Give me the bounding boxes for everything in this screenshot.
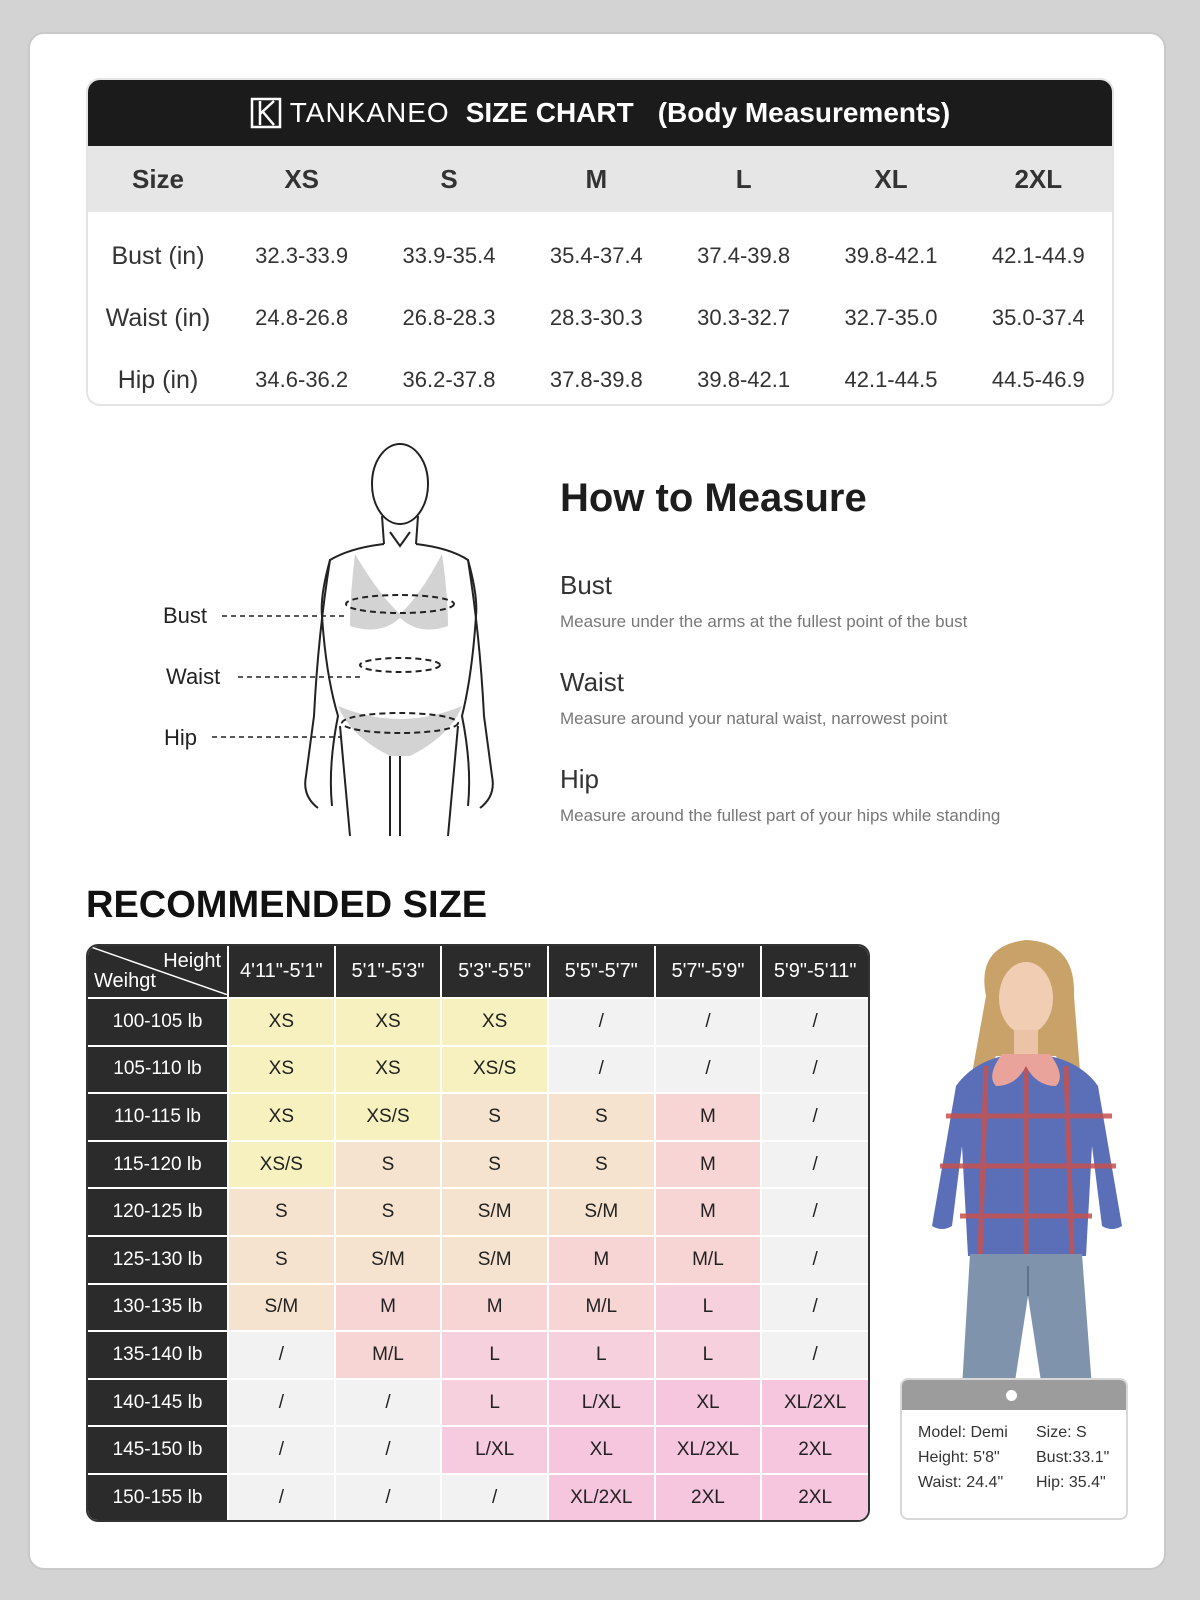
measure-cell: 34.6-36.2 <box>255 367 349 392</box>
size-cell: / <box>761 1331 868 1379</box>
size-cell: XS/S <box>228 1141 335 1189</box>
measure-cell: 30.3-32.7 <box>697 305 791 330</box>
size-cell: / <box>761 1141 868 1189</box>
measure-cell: 39.8-42.1 <box>697 367 791 392</box>
measure-cell: 33.9-35.4 <box>402 243 496 268</box>
corner-height-label: Height <box>163 950 221 972</box>
model-info-header <box>902 1380 1126 1410</box>
size-cell: XL/2XL <box>655 1426 762 1474</box>
figure-label-hip: Hip <box>164 725 198 750</box>
size-cell: XS <box>228 1046 335 1094</box>
table-row <box>88 1046 868 1094</box>
table-row <box>88 1141 868 1189</box>
measure-cell: 36.2-37.8 <box>402 367 496 392</box>
size-cell: 2XL <box>761 1426 868 1474</box>
measure-name-hip: Hip <box>560 764 600 794</box>
size-cell: 2XL <box>761 1474 868 1520</box>
weight-label: 130-135 lb <box>88 1284 228 1332</box>
weight-label: 145-150 lb <box>88 1426 228 1474</box>
weight-label: 100-105 lb <box>88 998 228 1046</box>
height-header-cell: 5'5"-5'7" <box>548 946 655 998</box>
height-header-cell: 5'3"-5'5" <box>441 946 548 998</box>
table-row <box>88 1093 868 1141</box>
size-cell: / <box>228 1379 335 1427</box>
measure-cell: 26.8-28.3 <box>402 305 496 330</box>
size-cell: / <box>228 1331 335 1379</box>
row-label: Hip (in) <box>117 365 199 394</box>
model-bust: Bust:33.1" <box>1036 1449 1110 1466</box>
brand-name: TANKANEO <box>289 97 450 128</box>
weight-label: 105-110 lb <box>88 1046 228 1094</box>
size-cell: / <box>441 1474 548 1520</box>
size-cell: XS <box>335 998 442 1046</box>
size-cell: S <box>335 1188 442 1236</box>
size-cell: L <box>441 1379 548 1427</box>
measure-cell: 44.5-46.9 <box>991 367 1085 392</box>
size-cell: / <box>761 998 868 1046</box>
measure-desc-waist: Measure around your natural waist, narrowest point <box>560 709 948 728</box>
corner-header <box>88 946 228 998</box>
size-cell: / <box>655 1046 762 1094</box>
size-cell: L/XL <box>548 1379 655 1427</box>
height-header-cell: 5'7"-5'9" <box>655 946 762 998</box>
table-row <box>88 1188 868 1236</box>
size-cell: M <box>655 1188 762 1236</box>
row-label: Waist (in) <box>105 303 211 332</box>
measure-cell: 28.3-30.3 <box>549 305 643 330</box>
model-info-grid <box>902 1410 1126 1492</box>
dot-icon <box>1006 1390 1017 1401</box>
model-name: Model: Demi <box>918 1424 1008 1441</box>
size-cell: S <box>548 1093 655 1141</box>
size-chart-header <box>88 80 1112 146</box>
size-cell: S/M <box>548 1188 655 1236</box>
size-chart-table <box>88 146 1112 406</box>
size-cell: M/L <box>655 1236 762 1284</box>
size-cell: M <box>335 1284 442 1332</box>
size-header-cell: XS <box>228 146 375 212</box>
size-cell: XL/2XL <box>761 1379 868 1427</box>
recommended-size-body <box>88 998 868 1520</box>
measure-cell: 35.0-37.4 <box>991 305 1085 330</box>
size-cell: / <box>761 1284 868 1332</box>
measure-cell: 24.8-26.8 <box>255 305 349 330</box>
size-cell: L <box>655 1284 762 1332</box>
size-header-cell: M <box>523 146 670 212</box>
weight-label: 135-140 lb <box>88 1331 228 1379</box>
size-cell: XS <box>228 1093 335 1141</box>
size-header-row <box>88 146 1112 212</box>
size-header-cell: 2XL <box>965 146 1112 212</box>
height-header-cell: 4'11"-5'1" <box>228 946 335 998</box>
size-cell: S <box>441 1093 548 1141</box>
table-row <box>88 212 1112 287</box>
size-cell: M <box>655 1141 762 1189</box>
size-cell: S <box>441 1141 548 1189</box>
size-cell: S <box>548 1141 655 1189</box>
size-cell: L <box>548 1331 655 1379</box>
size-cell: / <box>761 1093 868 1141</box>
table-row <box>88 1284 868 1332</box>
table-row <box>88 998 868 1046</box>
size-cell: / <box>335 1474 442 1520</box>
size-cell: L <box>441 1331 548 1379</box>
size-cell: XS <box>228 998 335 1046</box>
size-cell: / <box>761 1188 868 1236</box>
size-cell: XS <box>335 1046 442 1094</box>
measure-cell: 32.3-33.9 <box>255 243 349 268</box>
size-chart-title: SIZE CHART <box>465 97 634 128</box>
table-row <box>88 349 1112 406</box>
measure-cell: 42.1-44.5 <box>844 367 938 392</box>
measure-cell: 42.1-44.9 <box>991 243 1085 268</box>
size-cell: 2XL <box>655 1474 762 1520</box>
table-row <box>88 1474 868 1520</box>
size-header-cell: XL <box>817 146 964 212</box>
size-cell: M/L <box>335 1331 442 1379</box>
measure-desc-hip: Measure around the fullest part of your hips while standing <box>560 806 1001 825</box>
size-cell: / <box>335 1379 442 1427</box>
figure-label-bust: Bust <box>163 603 208 628</box>
brand-logo-icon <box>250 97 282 129</box>
table-row <box>88 1331 868 1379</box>
recommended-size-grid <box>88 946 868 1520</box>
size-cell: S <box>228 1188 335 1236</box>
size-header-cell: Size <box>88 146 228 212</box>
size-header-cell: S <box>375 146 522 212</box>
measure-cell: 35.4-37.4 <box>549 243 643 268</box>
size-cell: / <box>548 998 655 1046</box>
height-header-cell: 5'9"-5'11" <box>761 946 868 998</box>
measure-name-waist: Waist <box>560 667 625 697</box>
size-chart-subtitle: (Body Measurements) <box>657 97 951 128</box>
table-row <box>88 287 1112 349</box>
size-cell: / <box>761 1236 868 1284</box>
size-cell: S/M <box>441 1236 548 1284</box>
measure-cell: 39.8-42.1 <box>844 243 938 268</box>
size-cell: / <box>655 998 762 1046</box>
size-cell: / <box>228 1426 335 1474</box>
how-to-measure-title: How to Measure <box>560 476 867 520</box>
weight-label: 120-125 lb <box>88 1188 228 1236</box>
height-header-row <box>88 946 868 998</box>
size-cell: XS/S <box>335 1093 442 1141</box>
model-photo <box>916 936 1136 1388</box>
measure-name-bust: Bust <box>560 570 613 600</box>
model-info-card <box>900 1378 1128 1520</box>
size-cell: XS/S <box>441 1046 548 1094</box>
model-height: Height: 5'8" <box>918 1449 1000 1466</box>
measure-cell: 37.4-39.8 <box>697 243 791 268</box>
size-cell: S/M <box>228 1284 335 1332</box>
size-cell: S <box>228 1236 335 1284</box>
size-cell: / <box>228 1474 335 1520</box>
measure-cell: 37.8-39.8 <box>549 367 643 392</box>
model-size: Size: S <box>1036 1424 1087 1441</box>
model-hip: Hip: 35.4" <box>1036 1474 1106 1491</box>
weight-label: 110-115 lb <box>88 1093 228 1141</box>
weight-label: 115-120 lb <box>88 1141 228 1189</box>
height-header-cell: 5'1"-5'3" <box>335 946 442 998</box>
table-row <box>88 1236 868 1284</box>
size-cell: M <box>548 1236 655 1284</box>
measure-desc-bust: Measure under the arms at the fullest point of the bust <box>560 612 968 631</box>
size-cell: S/M <box>335 1236 442 1284</box>
measure-cell: 32.7-35.0 <box>844 305 938 330</box>
size-cell: S <box>335 1141 442 1189</box>
size-chart <box>86 78 1114 406</box>
recommended-size-title: RECOMMENDED SIZE <box>86 884 488 926</box>
corner-weight-label: Weihgt <box>94 970 156 992</box>
size-cell: XS <box>441 998 548 1046</box>
table-row <box>88 1426 868 1474</box>
size-cell: S/M <box>441 1188 548 1236</box>
figure-label-waist: Waist <box>166 664 221 689</box>
size-cell: M/L <box>548 1284 655 1332</box>
weight-label: 150-155 lb <box>88 1474 228 1520</box>
size-cell: L <box>655 1331 762 1379</box>
size-cell: L/XL <box>441 1426 548 1474</box>
size-cell: M <box>441 1284 548 1332</box>
weight-label: 125-130 lb <box>88 1236 228 1284</box>
size-cell: / <box>335 1426 442 1474</box>
weight-label: 140-145 lb <box>88 1379 228 1427</box>
size-cell: XL <box>655 1379 762 1427</box>
recommended-size-table <box>86 944 870 1522</box>
size-cell: M <box>655 1093 762 1141</box>
body-figure-illustration <box>150 436 510 836</box>
size-cell: / <box>548 1046 655 1094</box>
size-header-cell: L <box>670 146 817 212</box>
row-label: Bust (in) <box>111 241 205 270</box>
table-row <box>88 1379 868 1427</box>
size-cell: XL/2XL <box>548 1474 655 1520</box>
size-cell: XL <box>548 1426 655 1474</box>
model-waist: Waist: 24.4" <box>918 1474 1004 1491</box>
size-cell: / <box>761 1046 868 1094</box>
